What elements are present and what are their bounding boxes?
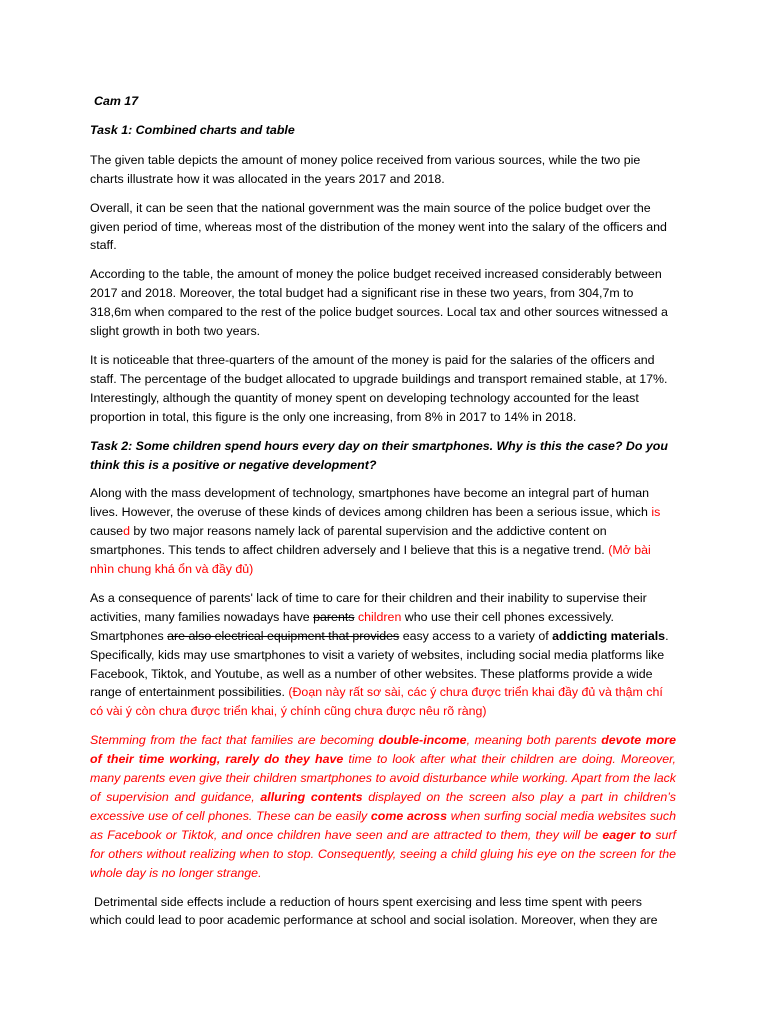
task2-intro-paragraph [90,484,676,579]
task2-title: Task 2: Some children spend hours every day on their smartphones. Why is this the case? Do you think this is a positive or negative development? [90,438,668,472]
paragraph-text: cause [90,524,124,539]
bold-phrase: alluring contents [260,790,363,804]
paragraph-text: time to look after what their children are doing. Moreover, many parents even give their children smartphones to avoid disturbance while working. Apart from the lack of supervision and guidance, [90,752,676,804]
document-heading: Cam 17 [94,94,139,108]
paragraph-text: . Specifically, kids may use smartphones to visit a variety of websites, including social media platforms like Facebook, Tiktok, and Youtube, as well as a number of other websites. These platforms provide a wide range of entertainment possibilities. [90,628,669,700]
teacher-comment: (Đoạn này rất sơ sài, các ý chưa được triển khai đầy đủ và thậm chí có vài ý còn chưa được triển khai, ý chính cũng chưa được nêu rõ ràng) [90,685,663,719]
paragraph-text: who use their cell phones excessively. Smartphones [90,609,614,643]
task2-body3-paragraph: Detrimental side effects include a reduction of hours spent exercising and less time spent with peers which could lead to poor academic performance at school and social isolation. Moreover, when they are [90,894,658,928]
task2-body1-paragraph [90,589,676,721]
paragraph-text: surf for others without realizing when to stop. Consequently, seeing a child gluing his eye on the screen for the whole day is no longer strange. [90,827,676,880]
paragraph-text: by two major reasons namely lack of parental supervision and the addictive content on smartphones. This tends to affect children adversely and I believe that this is a negative trend. [90,524,609,558]
correction-insert: is [651,505,661,520]
bold-phrase: double-income [378,733,467,748]
paragraph-text: when surfing social media websites such as Facebook or Tiktok, and once children have seen and are attracted to them, they will be [90,808,676,842]
correction-insert: children [357,609,402,624]
task1-paragraph-overview: Overall, it can be seen that the national government was the main source of the police budget over the given period of time, whereas most of the distribution of the money went into the salary of the officers and staff. [90,200,667,253]
task1-title: Task 1: Combined charts and table [90,122,295,137]
bold-phrase: addicting materials [552,628,666,643]
paragraph-text: As a consequence of parents' lack of time to care for their children and their inability to supervise their activities, many families nowadays have [90,590,647,624]
bold-phrase: come across [370,808,447,823]
task1-paragraph-body1: According to the table, the amount of money the police budget received increased considerably between 2017 and 2018. Moreover, the total budget had a significant rise in these two years, from 304,7m to 318,6m when compared to the rest of the police budget sources. Local tax and other sources witnessed a slight growth in both two years. [90,267,668,339]
paragraph-text: easy access to a variety of [399,628,553,643]
bold-phrase: devote more of their time working, rarely do they have [90,733,676,767]
task1-paragraph-intro: The given table depicts the amount of money police received from various sources, while the two pie charts illustrate how it was allocated in the years 2017 and 2018. [90,152,641,186]
paragraph-text: Stemming from the fact that families are becoming [90,733,379,748]
paragraph-text: displayed on the screen also play a part in children’s excessive use of cell phones. These can be easily [90,790,676,823]
correction-insert: d [123,524,130,539]
strikethrough-text: are also electrical equipment that provides [167,628,400,643]
teacher-comment: (Mở bài nhìn chung khá ổn và đầy đủ) [90,543,651,577]
bold-phrase: eager to [602,827,652,842]
task1-paragraph-body2: It is noticeable that three-quarters of the amount of the money is paid for the salaries of the officers and staff. The percentage of the budget allocated to upgrade buildings and transport remained stable, at 17%. Interestingly, although the quantity of money spent on developing technology accounted for the least proportion in total, this figure is the only one increasing, from 8% in 2017 to 14% in 2018. [90,352,668,424]
paragraph-text: Along with the mass development of technology, smartphones have become an integral part of human lives. However, the overuse of these kinds of devices among children has been a serious issue, which [90,486,652,520]
task2-rewrite-paragraph [90,731,676,882]
paragraph-text: , meaning both parents [466,733,602,748]
strikethrough-text: parents [313,609,355,624]
